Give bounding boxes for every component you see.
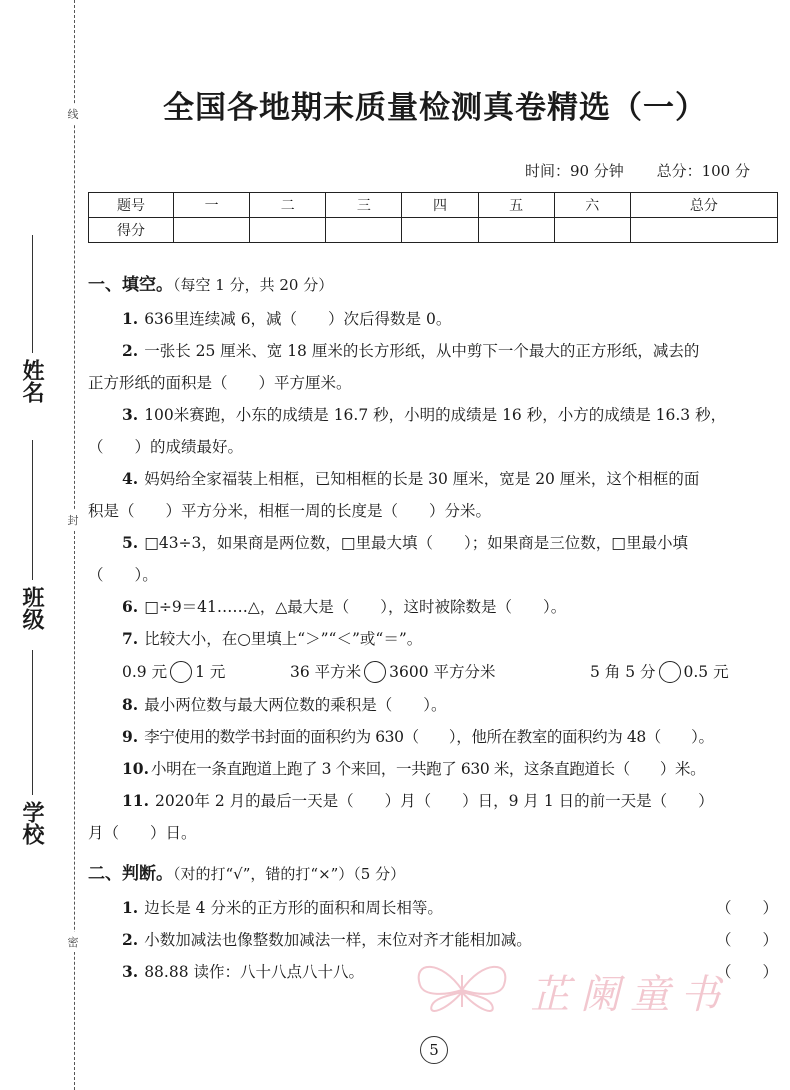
school-field [8, 650, 56, 851]
question-text: 636里连续减 6，减（ ）次后得数是 0。 [144, 310, 452, 328]
name-label [20, 359, 44, 403]
compare-row [122, 655, 780, 689]
question-8 [122, 689, 780, 721]
question-number: 6. [122, 597, 139, 616]
score-cell[interactable] [326, 218, 402, 243]
compare-left: 5 角 5 分 [590, 663, 656, 681]
score-row-label: 得分 [89, 218, 174, 243]
question-text-cont: 积是（ ）平方分米，相框一周的长度是（ ）分米。 [88, 502, 492, 520]
seal-dashed-line [74, 0, 75, 1090]
school-label [20, 801, 44, 845]
exam-content [88, 270, 780, 988]
question-text: 88.88 读作：八十八点八十八。 [144, 963, 364, 981]
question-text-cont: （ ）。 [88, 566, 158, 584]
judge-item-1 [122, 892, 780, 924]
compare-left: 0.9 元 [122, 663, 168, 681]
score-cell[interactable] [250, 218, 326, 243]
score-cell[interactable] [174, 218, 250, 243]
question-text: 2020年 2 月的最后一天是（ ）月（ ）日，9 月 1 日的前一天是（ ） [154, 792, 714, 810]
question-text-cont: （ ）的成绩最好。 [88, 438, 244, 456]
section-2-title: 二、判断。 [88, 864, 173, 884]
butterfly-watermark-icon [402, 955, 522, 1025]
class-field [8, 440, 56, 636]
school-field-line [32, 650, 33, 795]
score-header-cell: 五 [478, 193, 554, 218]
question-text: 最小两位数与最大两位数的乘积是（ ）。 [144, 696, 447, 714]
score-header-cell: 总分 [630, 193, 777, 218]
question-number: 8. [122, 695, 139, 714]
question-number: 4. [122, 469, 139, 488]
time-text: 时间：90 分钟 [524, 162, 624, 180]
question-text: 小明在一条直跑道上跑了 3 个来回，一共跑了 630 米，这条直跑道长（ ）米。 [150, 760, 706, 778]
compare-right: 3600 平方分米 [389, 663, 496, 681]
class-label-text: 班级 [19, 586, 45, 630]
school-label-text: 学校 [19, 801, 45, 845]
question-text: 比较大小，在○里填上“＞”“＜”或“＝”。 [144, 630, 423, 648]
question-7 [122, 623, 780, 655]
score-header-cell: 四 [402, 193, 478, 218]
question-text: 小数加减法也像整数加减法一样，末位对齐才能相加减。 [144, 931, 532, 949]
score-cell[interactable] [402, 218, 478, 243]
question-text-cont: 正方形纸的面积是（ ）平方厘米。 [88, 374, 352, 392]
question-6 [122, 591, 780, 623]
compare-left: 36 平方米 [290, 663, 362, 681]
score-cell[interactable] [630, 218, 777, 243]
score-header-cell: 三 [326, 193, 402, 218]
name-label-text: 姓名 [19, 359, 45, 403]
compare-item [590, 655, 729, 689]
question-number: 11. [122, 791, 149, 810]
question-number: 5. [122, 533, 139, 552]
question-text: 边长是 4 分米的正方形的面积和周长相等。 [144, 899, 443, 917]
question-number: 2. [122, 930, 139, 949]
question-text: 100米赛跑，小东的成绩是 16.7 秒，小明的成绩是 16 秒，小方的成绩是 16.3 秒， [144, 406, 727, 424]
section-1-note: （每空 1 分，共 20 分） [173, 276, 334, 294]
question-number: 1. [122, 898, 139, 917]
compare-circle[interactable] [170, 661, 192, 683]
question-text: 李宁使用的数学书封面的面积约为 630（ ），他所在教室的面积约为 48（ ）。 [144, 728, 714, 746]
answer-parentheses[interactable]: （ ） [715, 963, 778, 981]
class-field-line [32, 440, 33, 580]
answer-parentheses[interactable]: （ ） [715, 931, 778, 949]
question-10 [122, 753, 780, 785]
compare-circle[interactable] [659, 661, 681, 683]
compare-right: 0.5 元 [683, 663, 729, 681]
question-9 [122, 721, 780, 753]
score-table-row [89, 218, 778, 243]
margin-tag-xian: 线 [60, 104, 86, 124]
name-field-line [32, 235, 33, 353]
question-text: 妈妈给全家福装上相框，已知相框的长是 30 厘米，宽是 20 厘米，这个相框的面 [144, 470, 700, 488]
score-table-header-row [89, 193, 778, 218]
question-number: 2. [122, 341, 139, 360]
question-text: □÷9＝41……△，△最大是（ ），这时被除数是（ ）。 [144, 598, 567, 616]
question-3 [88, 399, 780, 463]
question-number: 7. [122, 629, 139, 648]
score-header-cell: 六 [554, 193, 630, 218]
question-5 [88, 527, 780, 591]
score-cell[interactable] [554, 218, 630, 243]
judge-item-2 [122, 924, 780, 956]
page-title: 全国各地期末质量检测真卷精选（一） [163, 90, 707, 126]
time-score-line [497, 160, 750, 181]
score-header-cell: 题号 [89, 193, 174, 218]
question-text: 一张长 25 厘米、宽 18 厘米的长方形纸，从中剪下一个最大的正方形纸，减去的 [144, 342, 700, 360]
page-number: 5 [420, 1036, 448, 1064]
question-number: 1. [122, 309, 139, 328]
question-number: 9. [122, 727, 139, 746]
question-number: 3. [122, 405, 139, 424]
binding-margin [0, 0, 80, 1090]
compare-right: 1 元 [195, 663, 226, 681]
question-text: □43÷3，如果商是两位数，□里最大填（ ）；如果商是三位数，□里最小填 [144, 534, 688, 552]
watermark [402, 955, 782, 1025]
question-4 [88, 463, 780, 527]
section-2-heading [88, 859, 780, 884]
watermark-text: 芷阑童书 [530, 972, 730, 1018]
score-header-cell: 二 [250, 193, 326, 218]
question-number: 3. [122, 962, 139, 981]
question-11 [88, 785, 780, 849]
score-table [88, 192, 778, 243]
section-1-title: 一、填空。 [88, 275, 173, 295]
compare-item [290, 655, 590, 689]
question-number: 10. [122, 759, 149, 778]
section-2-note: （对的打“√”，错的打“×”）（5 分） [173, 865, 406, 883]
score-cell[interactable] [478, 218, 554, 243]
answer-parentheses[interactable]: （ ） [715, 899, 778, 917]
question-2 [88, 335, 780, 399]
class-label [20, 586, 44, 630]
compare-circle[interactable] [364, 661, 386, 683]
margin-tag-feng: 封 [60, 510, 86, 530]
section-1-heading [88, 270, 780, 295]
question-text-cont: 月（ ）日。 [88, 824, 197, 842]
name-field [8, 235, 56, 409]
margin-tag-mi: 密 [60, 932, 86, 952]
total-score-text: 总分：100 分 [656, 162, 750, 180]
score-header-cell: 一 [174, 193, 250, 218]
compare-item [122, 655, 290, 689]
question-1 [122, 303, 780, 335]
